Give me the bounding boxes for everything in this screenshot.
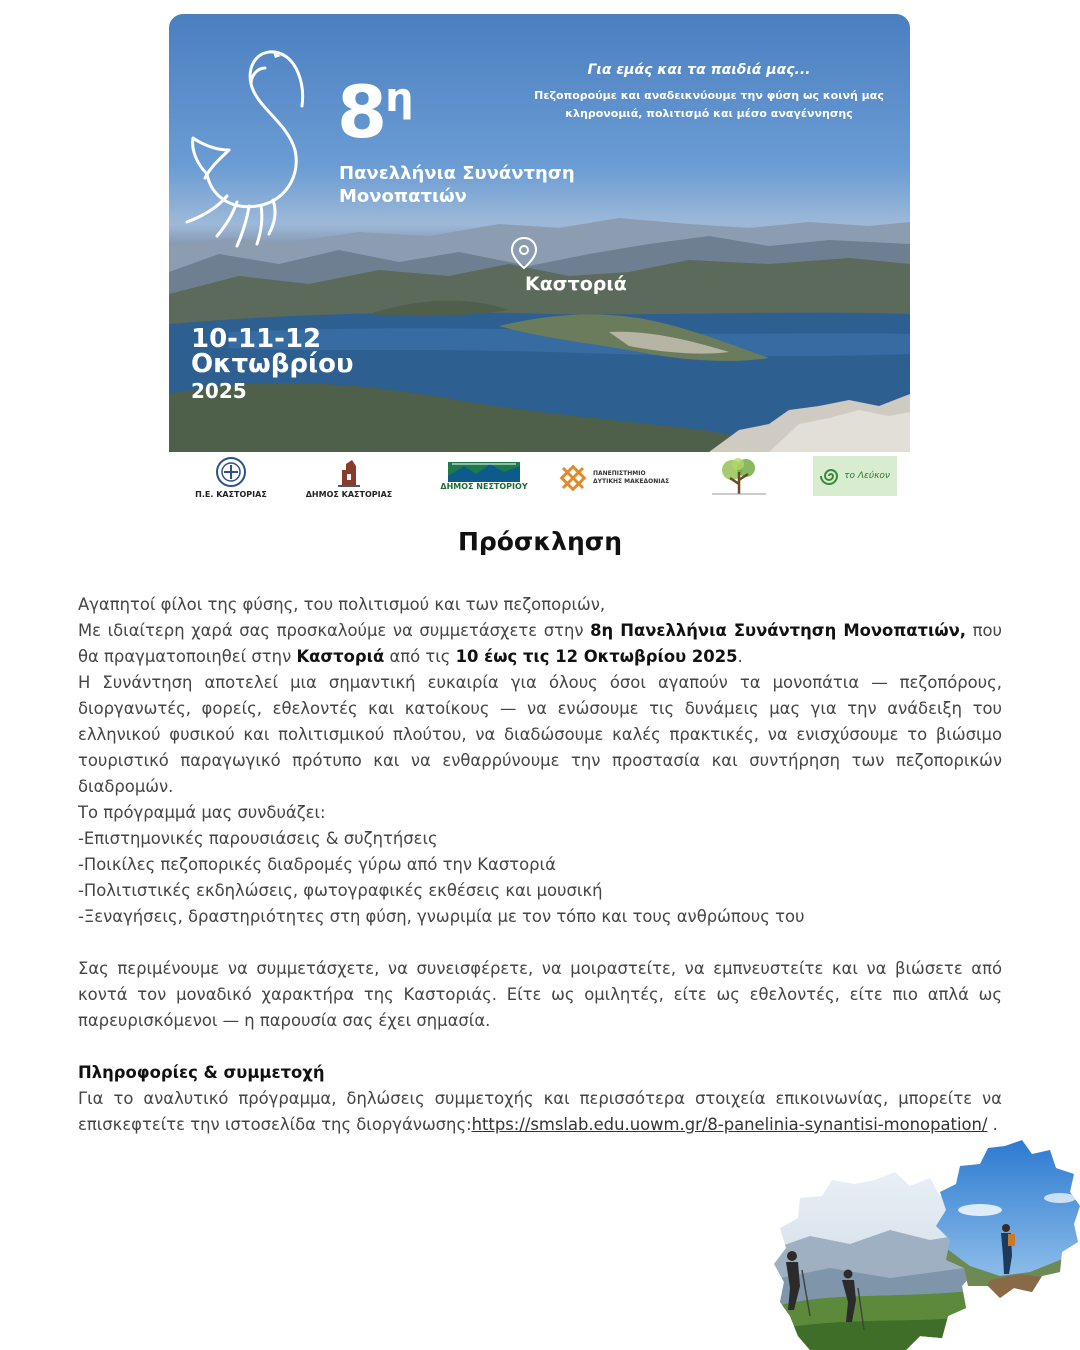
- event-banner: [169, 14, 910, 452]
- greek-emblem-icon: [213, 456, 249, 488]
- hiking-photos: [770, 1140, 1080, 1350]
- banner-city: Καστοριά: [525, 273, 627, 295]
- tree-icon: [708, 456, 770, 498]
- banner-subtitle: Πεζοπορούμε και αναδεικνύουμε την φύση ως κοινή μας κληρονομιά, πολιτισμό και μέσο αναγέννησης: [534, 89, 884, 120]
- lefkon-logo: το Λεύκον: [813, 456, 897, 506]
- banner-year: 2025: [191, 379, 247, 403]
- pe-kastorias-logo: Π.Ε. ΚΑΣΤΟΡΙΑΣ: [191, 456, 271, 506]
- castle-icon: [334, 456, 364, 488]
- banner-dates: 10-11-12 Οκτωβρίου: [191, 324, 354, 379]
- info-paragraph: Για το αναλυτικό πρόγραμμα, δηλώσεις συμμετοχής και περισσότερα στοιχεία επικοινωνίας, μπορείτε να επισκεφτείτε την ιστοσελίδα της διοργάνωσης:https://smslab.edu.uowm.gr/8-panelinia-synantisi-monopation/ .: [78, 1089, 1002, 1134]
- banner-slogan: Για εμάς και τα παιδιά μας...: [587, 62, 811, 78]
- banner-title: Πανελλήνια Συνάντηση Μονοπατιών: [339, 163, 575, 207]
- sponsor-logos: [169, 456, 910, 506]
- info-heading: Πληροφορίες & συμμετοχή: [78, 1063, 325, 1082]
- program-intro: Το πρόγραμμά μας συνδυάζει:: [78, 803, 326, 822]
- university-logo: ΠΑΝΕΠΙΣΤΗΜΙΟ ΔΥΤΙΚΗΣ ΜΑΚΕΔΟΝΙΑΣ: [557, 456, 677, 500]
- swan-logo: [177, 46, 337, 256]
- hikers-photo: [770, 1140, 980, 1350]
- spiral-icon: [820, 465, 842, 487]
- invitation-body: [78, 592, 1002, 1138]
- knot-icon: [557, 462, 589, 494]
- location-pin-icon: [509, 236, 539, 270]
- event-website-link[interactable]: https://smslab.edu.uowm.gr/8-panelinia-synantisi-monopation/: [471, 1115, 988, 1134]
- purpose-paragraph: Η Συνάντηση αποτελεί μια σημαντική ευκαιρία για όλους όσοι αγαπούν τα μονοπάτια — πεζοπόρους, διοργανωτές, φορείς, εθελοντές και κατοίκους — να ενώσουμε τις δυνάμεις μας για την ανάδειξη του ελληνικού φυσικού και πολιτισμικού πλούτου, να διαδώσουμε καλές πρακτικές, να ενισχύσουμε το βιώσιμο τουριστικό παραγωγικό πρότυπο και να ενθαρρύνουμε την προστασία και συντήρηση των πεζοπορικών διαδρομών.: [78, 673, 1002, 796]
- edition-number: $8^\eta$: [337, 70, 412, 154]
- program-item: -Ποικίλες πεζοπορικές διαδρομές γύρω από την Καστοριά: [78, 855, 556, 874]
- tree-logo: [707, 456, 771, 506]
- dimos-nestoriou-logo: ΔΗΜΟΣ ΝΕΣΤΟΡΙΟΥ: [439, 456, 529, 506]
- page-title: Πρόσκληση: [457, 527, 623, 556]
- invite-paragraph: Με ιδιαίτερη χαρά σας προσκαλούμε να συμμετάσχετε στην 8η Πανελλήνια Συνάντηση Μονοπατιών, που θα πραγματοποιηθεί στην Καστοριά από τις 10 έως τις 12 Οκτωβρίου 2025.: [78, 621, 1002, 666]
- program-item: -Επιστημονικές παρουσιάσεις & συζητήσεις: [78, 829, 438, 848]
- closing-paragraph: Σας περιμένουμε να συμμετάσχετε, να συνεισφέρετε, να μοιραστείτε, να εμπνευστείτε και να βιώσετε από κοντά τον μοναδικό χαρακτήρα της Καστοριάς. Είτε ως ομιλητές, είτε ως εθελοντές, είτε πιο απλά ως παρευρισκόμενοι — η παρουσία σας έχει σημασία.: [78, 959, 1002, 1030]
- dimos-kastorias-logo: ΔΗΜΟΣ ΚΑΣΤΟΡΙΑΣ: [299, 456, 399, 506]
- program-item: -Πολιτιστικές εκδηλώσεις, φωτογραφικές εκθέσεις και μουσική: [78, 881, 603, 900]
- greeting: Αγαπητοί φίλοι της φύσης, του πολιτισμού και των πεζοποριών,: [78, 595, 606, 614]
- program-item: -Ξεναγήσεις, δραστηριότητες στη φύση, γνωριμία με τον τόπο και τους ανθρώπους του: [78, 907, 805, 926]
